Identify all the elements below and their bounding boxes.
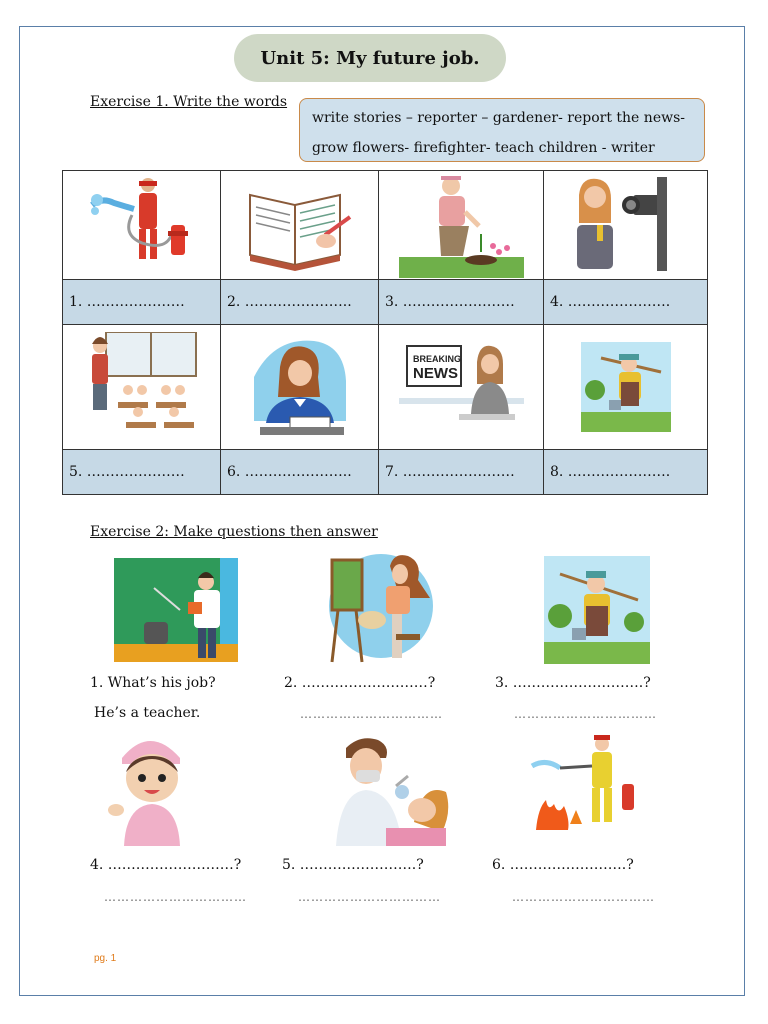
exercise1-heading: Exercise 1. Write the words [90,94,288,110]
report-the-news-picture [379,325,544,450]
grow-flowers-picture [379,171,544,280]
svg-text:NEWS: NEWS [412,365,458,382]
exercise1-grid [62,170,708,495]
svg-text:BREAKING: BREAKING [412,354,461,364]
teach-children-picture [63,325,221,450]
answer-2[interactable]: 2. ………………….. [221,280,379,325]
nurse-icon [106,732,194,846]
answer-line-4[interactable]: …………………………… [104,890,247,904]
answer-line-5[interactable]: …………………………… [298,890,441,904]
firefighter-picture [63,171,221,280]
writer-icon [250,337,350,437]
answer-5[interactable]: 5. ………………… [63,450,221,495]
answer-4[interactable]: 4. …………………. [544,280,708,325]
answer-8[interactable]: 8. …………………. [544,450,708,495]
answer-6[interactable]: 6. ………………….. [221,450,379,495]
question-3[interactable]: 3. ……………………….? [495,675,651,691]
gardener-icon [581,342,671,432]
dentist-icon [336,732,450,846]
gardener-icon [544,556,650,664]
grow-flowers-icon [399,172,524,278]
write-stories-picture [221,171,379,280]
writer-picture [221,325,379,450]
question-6[interactable]: 6. …………………….? [492,857,634,873]
teacher-icon [114,558,238,662]
reporter-icon [571,175,681,275]
question-1: 1. What’s his job? [90,675,216,691]
write-stories-icon [240,175,360,275]
report-the-news-icon [399,342,524,432]
answer-1-text: He’s a teacher. [94,705,201,721]
firefighter-icon [87,175,197,275]
answer-line-6[interactable]: …………………………… [512,890,655,904]
question-2[interactable]: 2. ………………………? [284,675,436,691]
firefighter-icon [530,734,640,834]
page-title: Unit 5: My future job. [234,34,506,82]
answer-3[interactable]: 3. …………………… [379,280,544,325]
painter-icon [326,550,436,664]
word-bank-line: grow flowers- firefighter- teach children - writer [312,140,655,156]
answer-7[interactable]: 7. …………………… [379,450,544,495]
answer-line-3[interactable]: …………………………… [514,707,657,721]
question-4[interactable]: 4. ………………………? [90,857,242,873]
gardener-picture [544,325,708,450]
question-5[interactable]: 5. …………………….? [282,857,424,873]
exercise2-heading: Exercise 2: Make questions then answer [90,524,378,540]
answer-line-2[interactable]: …………………………… [300,707,443,721]
word-bank-line: write stories – reporter – gardener- report the news- [312,110,685,126]
word-bank [299,98,705,162]
reporter-picture [544,171,708,280]
page-number: pg. 1 [94,953,117,964]
answer-1[interactable]: 1. ………………… [63,280,221,325]
teach-children-icon [86,332,198,442]
